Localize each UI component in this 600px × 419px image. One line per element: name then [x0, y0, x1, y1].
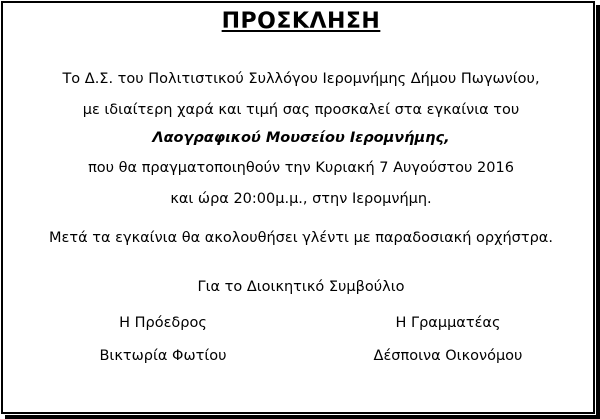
invitation-card	[1, 1, 595, 414]
president-name: Βικτωρία Φωτίου	[99, 348, 227, 364]
frame-shadow-right	[596, 5, 600, 419]
president-title: Η Πρόεδρος	[119, 315, 207, 331]
body-line-4: που θα πραγματοποιηθούν την Κυριακή 7 Αυγούστου 2016	[88, 160, 514, 176]
body-line-2: με ιδιαίτερη χαρά και τιμή σας προσκαλεί στα εγκαίνια του	[82, 102, 520, 118]
body-line-5: και ώρα 20:00μ.μ., στην Ιερομνήμη.	[170, 191, 432, 207]
museum-name: Λαογραφικού Μουσείου Ιερομνήμης,	[152, 130, 450, 146]
invitation-title: ΠΡΟΣΚΛΗΣΗ	[221, 9, 381, 34]
secretary-title: Η Γραμματέας	[395, 315, 501, 331]
body-line-1: Το Δ.Σ. του Πολιτιστικού Συλλόγου Ιερομνήμης Δήμου Πωγωνίου,	[62, 71, 540, 87]
board-label: Για το Διοικητικό Συμβούλιο	[197, 279, 405, 295]
secretary-name: Δέσποινα Οικονόμου	[373, 348, 523, 364]
frame-shadow-bottom	[5, 415, 600, 419]
body-line-6: Μετά τα εγκαίνια θα ακολουθήσει γλέντι με παραδοσιακή ορχήστρα.	[49, 230, 553, 246]
